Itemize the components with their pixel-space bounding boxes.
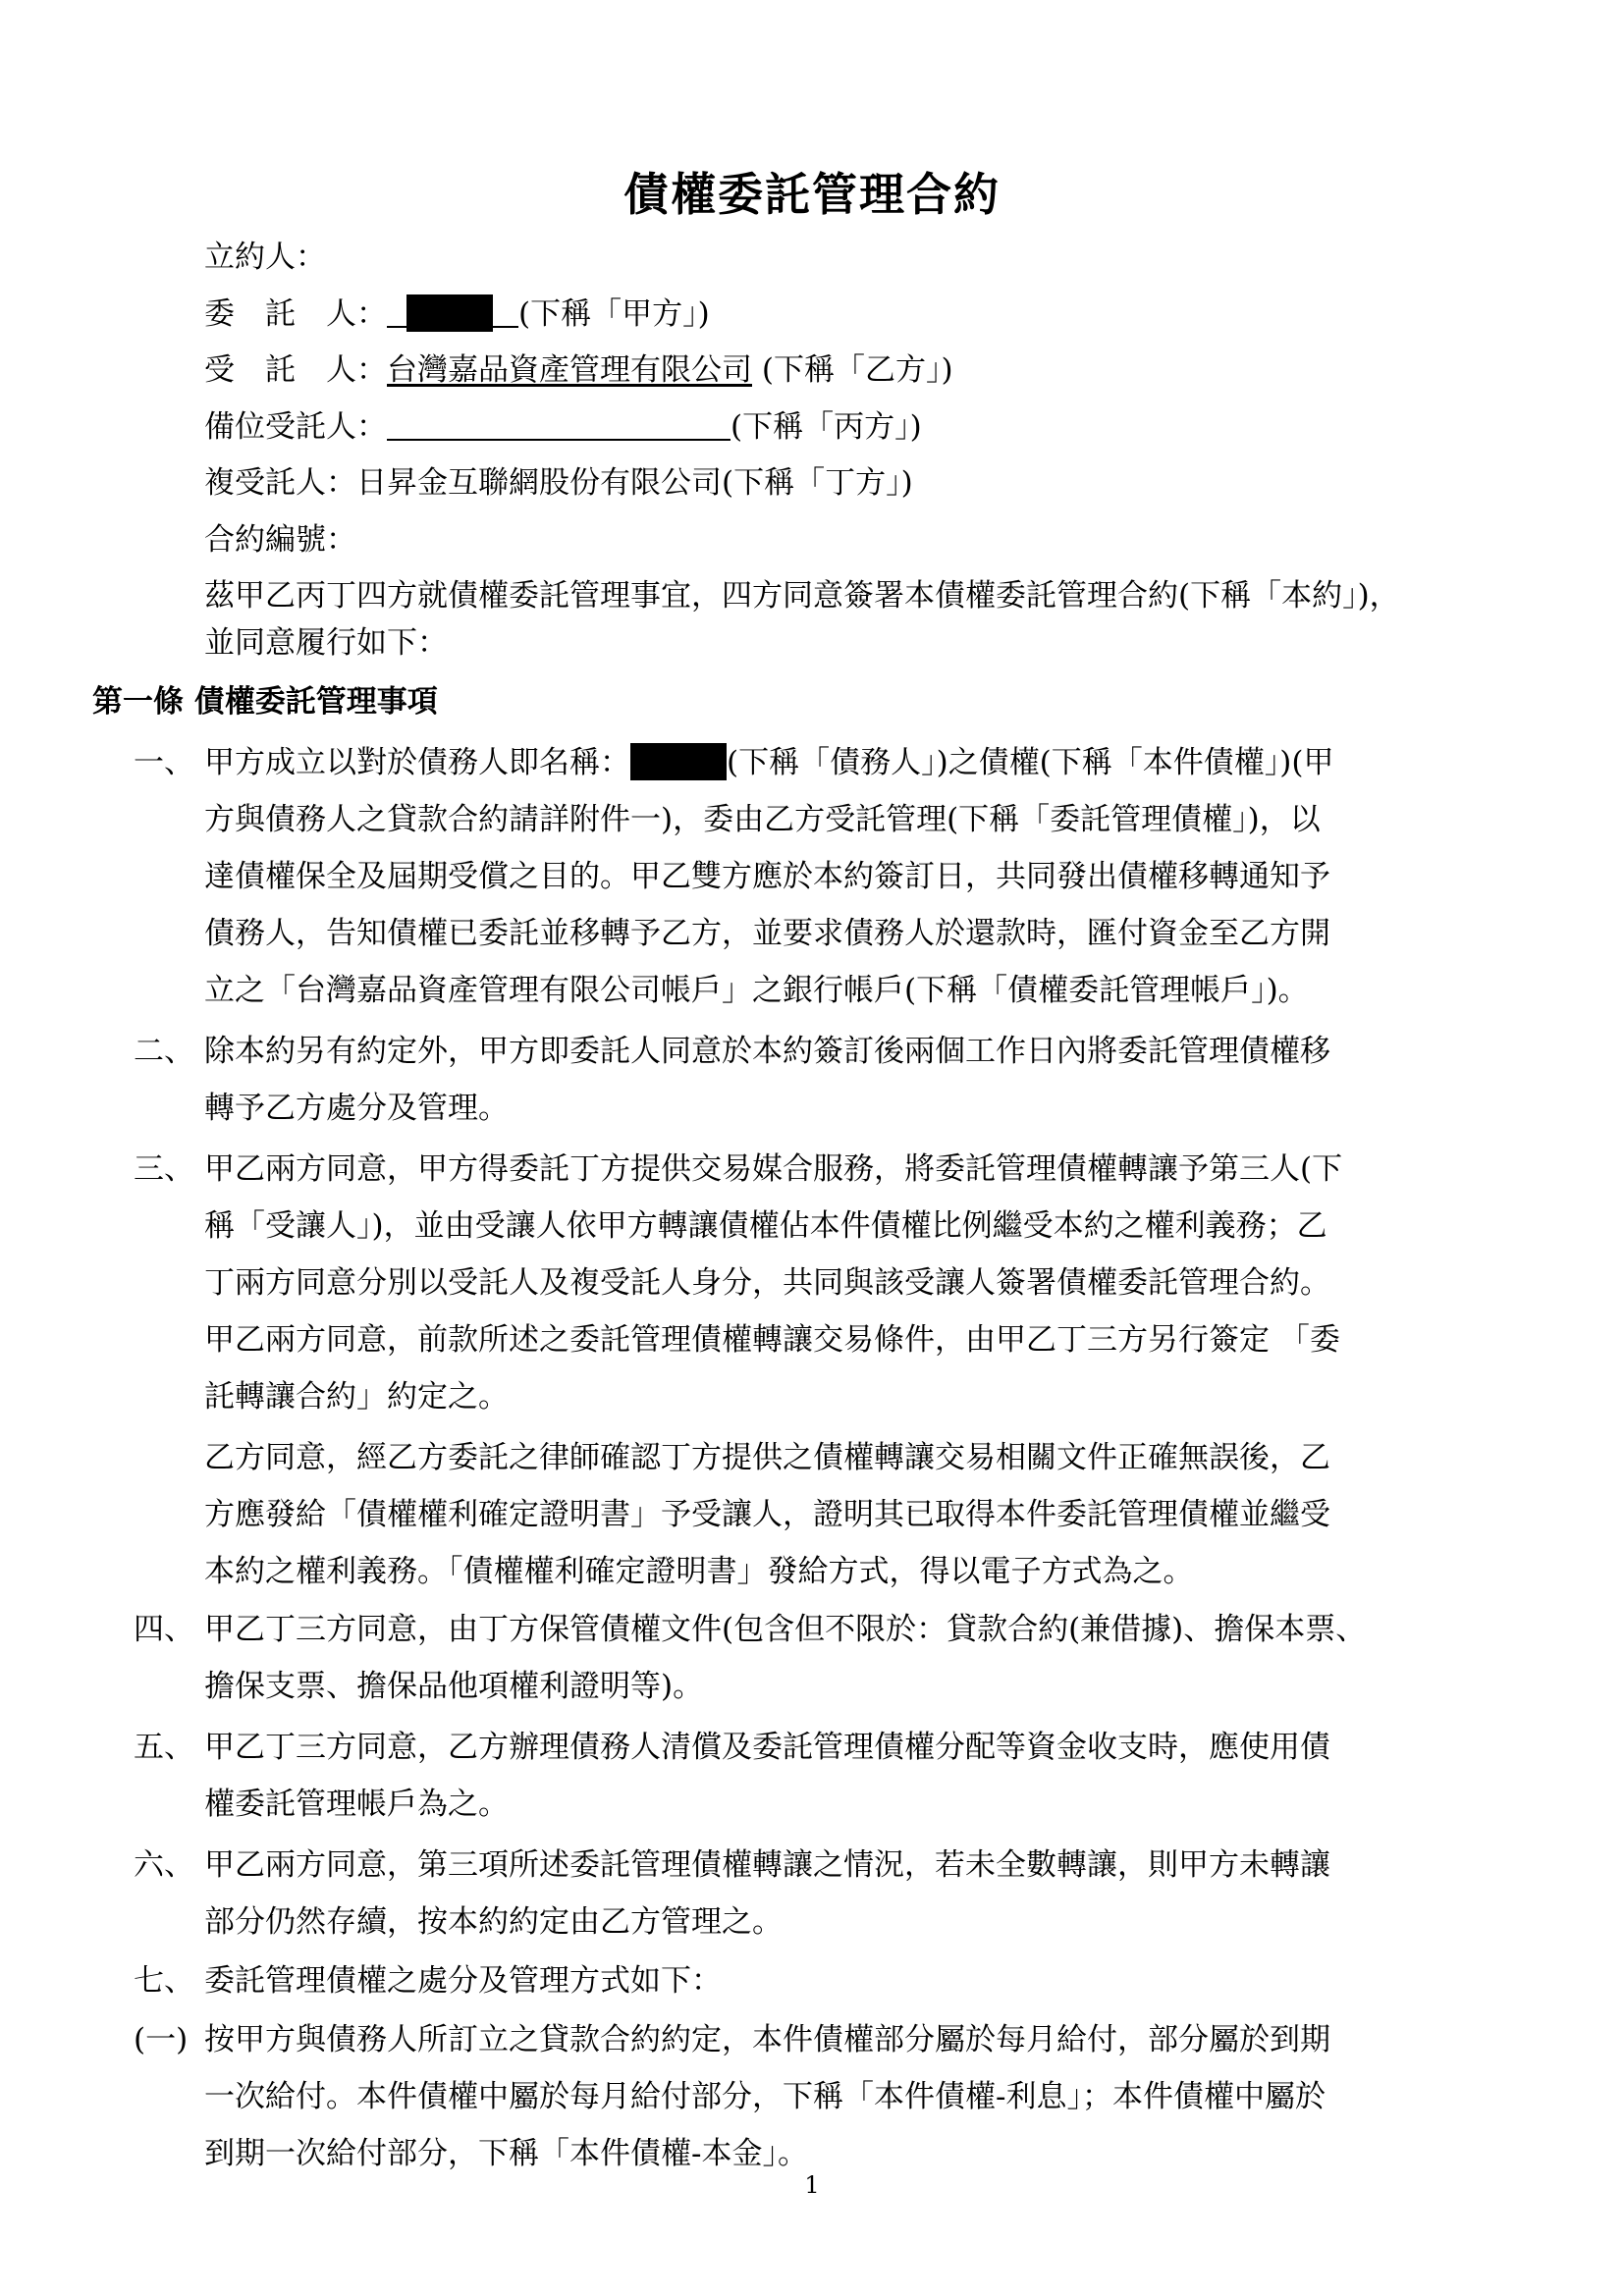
debtor-name-redaction [630,743,727,780]
document-title: 債權委託管理合約 [623,168,1001,221]
clause-3-number: 三、 [134,1151,194,1187]
clause-5-line-2: 權委託管理帳戶為之。 [204,1787,509,1822]
parties-intro: 立約人： [204,240,326,275]
clause-5-line-1: 甲乙丁三方同意，乙方辦理債務人清償及委託管理債權分配等資金收支時，應使用債 [204,1730,1330,1765]
preamble-line-2: 並同意履行如下： [204,625,448,661]
preamble-line-1: 茲甲乙丙丁四方就債權委託管理事宜，四方同意簽署本債權委託管理合約(下稱「本約」)， [204,578,1400,614]
agent-line [204,350,953,390]
clause-3-line-2: 稱「受讓人」)，並由受讓人依甲方轉讓債權佔本件債權比例繼受本約之權利義務；乙 [204,1208,1327,1244]
agent-suffix: (下稱「乙方」) [761,352,953,388]
clause-3-line-5: 託轉讓合約」約定之。 [204,1379,509,1415]
clause-2-line-1: 除本約另有約定外，甲方即委託人同意於本約簽訂後兩個工作日內將委託管理債權移 [204,1034,1330,1069]
subitem-1-line-3: 到期一次給付部分，下稱「本件債權-本金」。 [204,2136,808,2171]
clause-4-line-2: 擔保支票、擔保品他項權利證明等)。 [204,1669,704,1704]
principal-blank-right [493,298,518,328]
principal-blank-left [387,298,406,328]
clause-3-line-7: 方應發給「債權權利確定證明書」予受讓人，證明其已取得本件委託管理債權並繼受 [204,1497,1330,1532]
clause-1-text-a: 甲方成立以對於債務人即名稱： [204,745,630,780]
clause-3-line-6: 乙方同意，經乙方委託之律師確認丁方提供之債權轉讓交易相關文件正確無誤後，乙 [204,1440,1330,1475]
page-number: 1 [804,2171,820,2199]
principal-line [204,294,710,334]
principal-label: 委 託 人： [204,296,387,332]
subitem-1-number: (一) [134,2022,189,2057]
clause-3-line-1: 甲乙兩方同意，甲方得委託丁方提供交易媒合服務，將委託管理債權轉讓予第三人(下 [204,1151,1343,1187]
subitem-1-line-2: 一次給付。本件債權中屬於每月給付部分，下稱「本件債權-利息」；本件債權中屬於 [204,2079,1326,2114]
clause-7-number: 七、 [134,1963,194,1999]
sub-agent-line [204,463,913,503]
sub-agent-name: 日昇金互聯網股份有限公司 [356,465,722,501]
backup-agent-line [204,407,922,447]
backup-agent-suffix: (下稱「丙方」) [731,409,922,445]
clause-1-line-4: 債務人，告知債權已委託並移轉予乙方，並要求債務人於還款時，匯付資金至乙方開 [204,916,1330,951]
clause-2-number: 二、 [134,1034,194,1069]
clause-3-line-4: 甲乙兩方同意，前款所述之委託管理債權轉讓交易條件，由甲乙丁三方另行簽定 「委 [204,1322,1340,1358]
clause-6-number: 六、 [134,1847,194,1883]
clause-7-line-1: 委託管理債權之處分及管理方式如下： [204,1963,722,1999]
clause-3-line-8: 本約之權利義務。「債權權利確定證明書」發給方式，得以電子方式為之。 [204,1554,1194,1589]
clause-5-number: 五、 [134,1730,194,1765]
clause-1-text-b: (下稱「債務人」)之債權(下稱「本件債權」)(甲 [727,745,1334,780]
article-1-heading: 第一條 債權委託管理事項 [92,684,438,720]
backup-agent-blank [387,411,731,441]
backup-agent-label: 備位受託人： [204,409,387,445]
clause-1-line-3: 達債權保全及屆期受償之目的。甲乙雙方應於本約簽訂日，共同發出債權移轉通知予 [204,859,1330,894]
principal-suffix: (下稱「甲方」) [518,296,710,332]
clause-3-line-3: 丁兩方同意分別以受託人及複受託人身分，共同與該受讓人簽署債權委託管理合約。 [204,1265,1330,1301]
clause-1-line-1 [204,743,1333,782]
agent-name: 台灣嘉品資產管理有限公司 [387,352,752,388]
clause-6-line-1: 甲乙兩方同意，第三項所述委託管理債權轉讓之情況，若未全數轉讓，則甲方未轉讓 [204,1847,1330,1883]
contract-number-label: 合約編號： [204,522,356,558]
agent-label: 受 託 人： [204,352,387,388]
clause-2-line-2: 轉予乙方處分及管理。 [204,1091,509,1126]
sub-agent-label: 複受託人： [204,465,356,501]
clause-4-number: 四、 [134,1612,194,1647]
clause-1-line-2: 方與債務人之貸款合約請詳附件一)，委由乙方受託管理(下稱「委託管理債權」)，以 [204,802,1321,837]
sub-agent-suffix: (下稱「丁方」) [722,465,913,501]
clause-6-line-2: 部分仍然存續，按本約約定由乙方管理之。 [204,1904,783,1940]
subitem-1-line-1: 按甲方與債務人所訂立之貸款合約約定，本件債權部分屬於每月給付，部分屬於到期 [204,2022,1330,2057]
clause-4-line-1: 甲乙丁三方同意，由丁方保管債權文件(包含但不限於：貸款合約(兼借據)、擔保本票、 [204,1612,1367,1647]
principal-redaction [406,294,493,332]
clause-1-line-5: 立之「台灣嘉品資產管理有限公司帳戶」之銀行帳戶(下稱「債權委託管理帳戶」)。 [204,973,1309,1008]
clause-1-number: 一、 [134,745,194,780]
